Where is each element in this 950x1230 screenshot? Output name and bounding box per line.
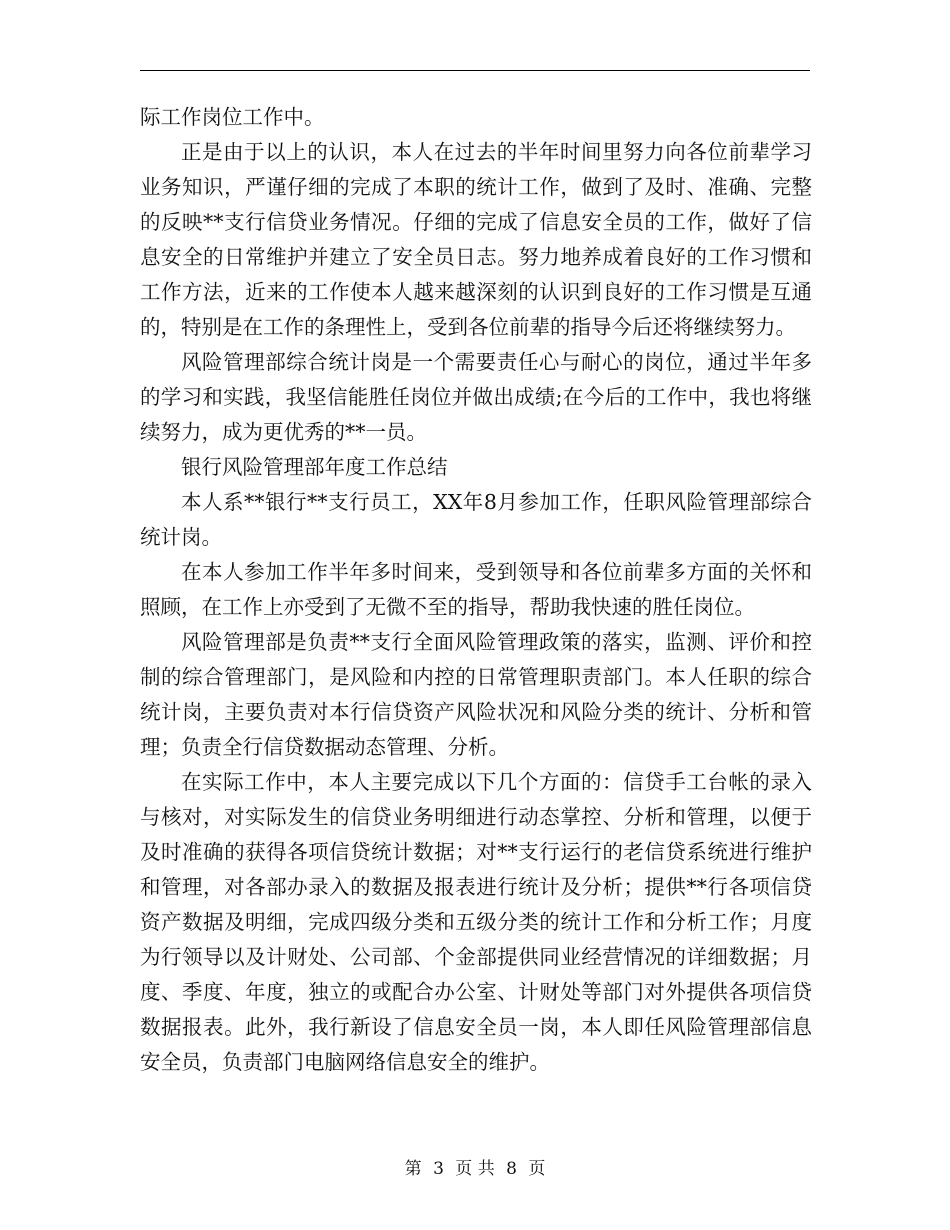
paragraph: 正是由于以上的认识，本人在过去的半年时间里努力向各位前辈学习业务知识，严谨仔细的完成了本职的统计工作，做到了及时、准确、完整的反映**支行信贷业务情况。仔细的完成了信息安全员的工作，做好了信息安全的日常维护并建立了安全员日志。努力地养成着良好的工作习惯和工作方法，近来的工作使本人越来越深刻的认识到良好的工作习惯是互通的，特别是在工作的条理性上，受到各位前辈的指导今后还将继续努力。 [140, 140, 812, 339]
paragraph: 际工作岗位工作中。 [140, 105, 325, 129]
page-number: 3 [433, 1159, 444, 1179]
paragraph: 本人系**银行**支行员工，XX年8月参加工作，任职风险管理部综合统计岗。 [140, 490, 812, 549]
document-body [140, 100, 812, 1080]
footer-prefix: 第 [404, 1159, 422, 1179]
paragraph: 在本人参加工作半年多时间来，受到领导和各位前辈多方面的关怀和照顾，在工作上亦受到了无微不至的指导，帮助我快速的胜任岗位。 [140, 560, 812, 619]
paragraph: 在实际工作中，本人主要完成以下几个方面的：信贷手工台帐的录入与核对，对实际发生的信贷业务明细进行动态掌控、分析和管理，以便于及时准确的获得各项信贷统计数据；对**支行运行的老信贷系统进行维护和管理，对各部办录入的数据及报表进行统计及分析；提供**行各项信贷资产数据及明细，完成四级分类和五级分类的统计工作和分析工作；月度为行领导以及计财处、公司部、个金部提供同业经营情况的详细数据；月度、季度、年度，独立的或配合办公室、计财处等部门对外提供各项信贷数据报表。此外，我行新设了信息安全员一岗，本人即任风险管理部信息安全员，负责部门电脑网络信息安全的维护。 [140, 770, 812, 1074]
footer-suffix: 页 [528, 1159, 546, 1179]
page-total: 8 [506, 1159, 517, 1179]
section-heading: 银行风险管理部年度工作总结 [181, 455, 448, 479]
header-rule [140, 70, 810, 71]
paragraph: 风险管理部综合统计岗是一个需要责任心与耐心的岗位，通过半年多的学习和实践，我坚信能胜任岗位并做出成绩;在今后的工作中，我也将继续努力，成为更优秀的**一员。 [140, 350, 812, 444]
footer-middle: 页 共 [455, 1159, 495, 1179]
page-footer [0, 1154, 950, 1179]
paragraph: 风险管理部是负责**支行全面风险管理政策的落实，监测、评价和控制的综合管理部门，是风险和内控的日常管理职责部门。本人任职的综合统计岗，主要负责对本行信贷资产风险状况和风险分类的统计、分析和管理；负责全行信贷数据动态管理、分析。 [140, 630, 812, 759]
